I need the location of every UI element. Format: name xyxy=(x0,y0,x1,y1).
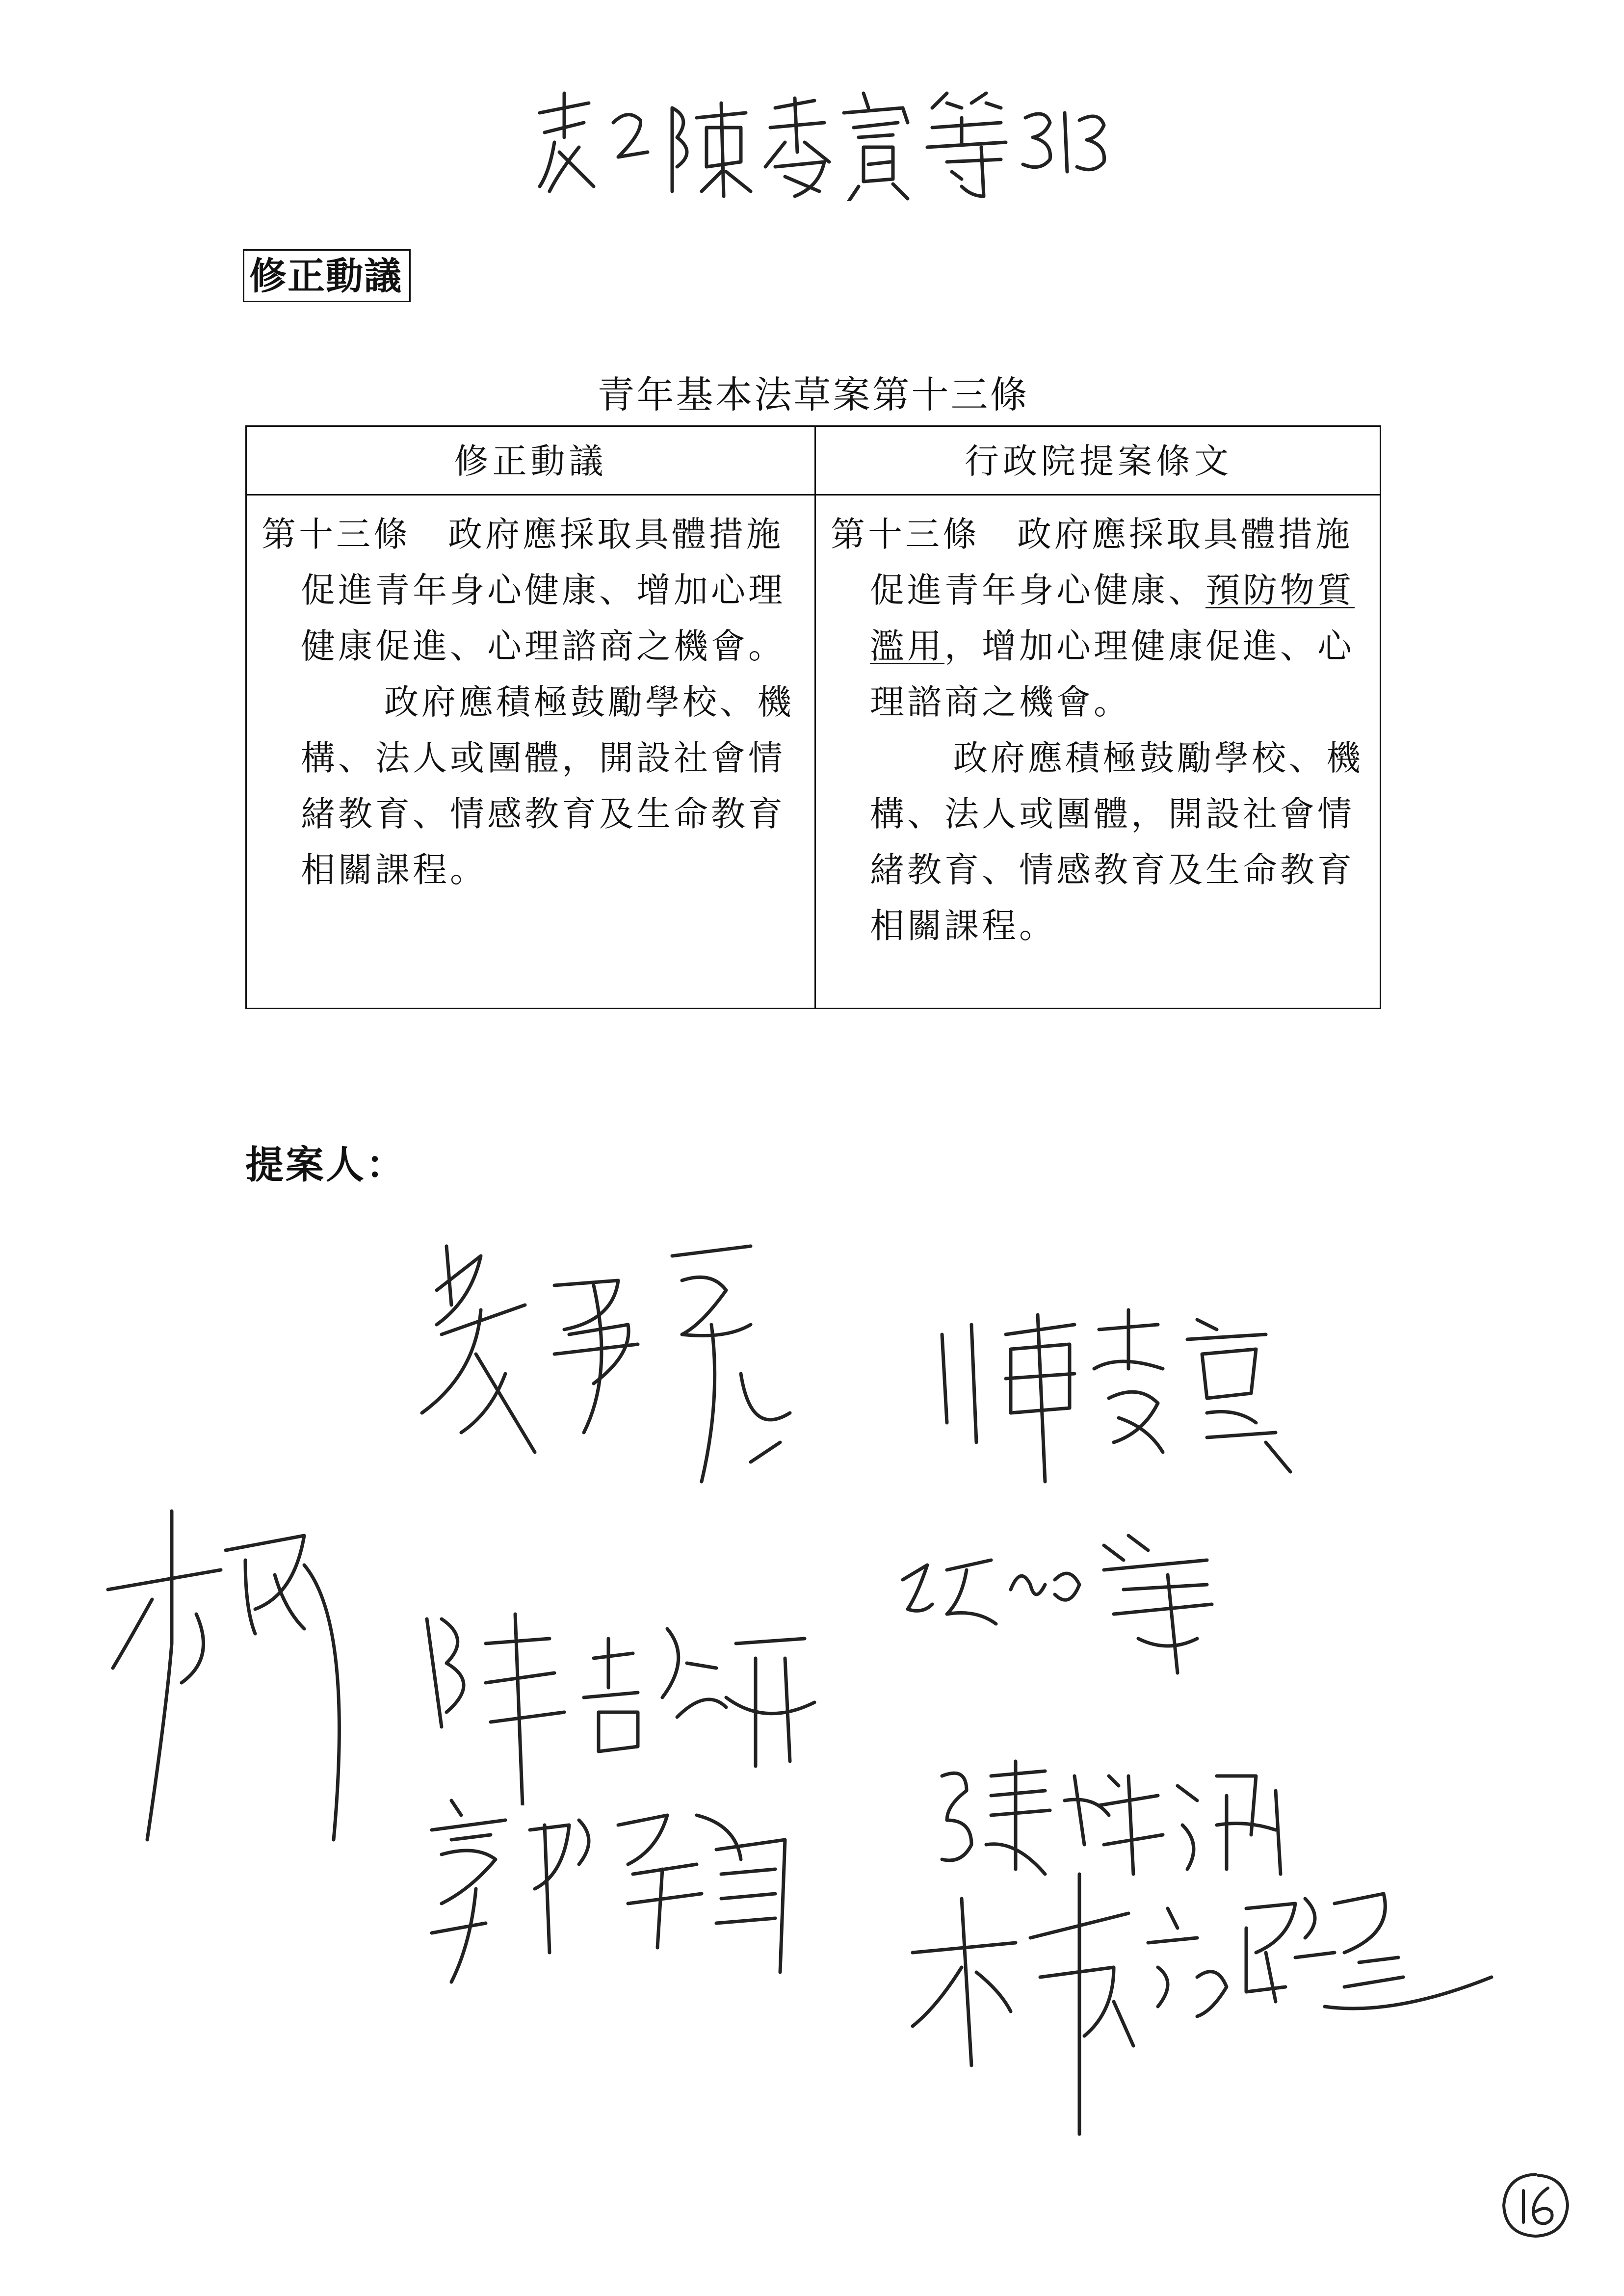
signature-3 xyxy=(98,1496,353,1850)
executive-yuan-paragraph-2: 政府應積極鼓勵學校、機構、法人或團體，開設社會情緒教育、情感教育及生命教育相關課程。 xyxy=(870,738,1363,946)
column-heading-amendment: 修正動議 xyxy=(247,427,816,496)
executive-yuan-paragraph-1-before: 第十三條 政府應採取具體措施促進青年身心健康、 xyxy=(831,514,1353,610)
table-title: 青年基本法草案第十三條 xyxy=(597,373,1029,417)
executive-yuan-paragraph-1-after: ，增加心理健康促進、心理諮商之機會。 xyxy=(870,626,1355,722)
amendment-article-text xyxy=(247,496,816,1008)
signature-4 xyxy=(412,1599,844,1805)
executive-yuan-article-text xyxy=(816,496,1381,1008)
amendment-paragraph-1: 第十三條 政府應採取具體措施促進青年身心健康、增加心理健康促進、心理諮商之機會。 xyxy=(262,514,786,666)
signature-1 xyxy=(407,1226,829,1540)
motion-label: 修正動議 xyxy=(243,249,411,302)
underlined-deleted-phrase: 預防物質濫用 xyxy=(870,570,1355,666)
comparison-table xyxy=(245,425,1381,1009)
page-number xyxy=(1496,2168,1575,2242)
signature-6 xyxy=(422,1786,824,1992)
amendment-paragraph-2: 政府應積極鼓勵學校、機構、法人或團體，開設社會情緒教育、情感教育及生命教育相關課程。 xyxy=(301,682,794,890)
executive-yuan-paragraph-1 xyxy=(831,506,1368,730)
proposer-label: 提案人： xyxy=(245,1143,407,1187)
signature-2 xyxy=(932,1295,1315,1501)
signature-5 xyxy=(893,1516,1305,1678)
column-heading-executive-yuan: 行政院提案條文 xyxy=(816,427,1381,496)
signature-8 xyxy=(903,1859,1516,2164)
handwritten-header-note xyxy=(530,74,1119,201)
